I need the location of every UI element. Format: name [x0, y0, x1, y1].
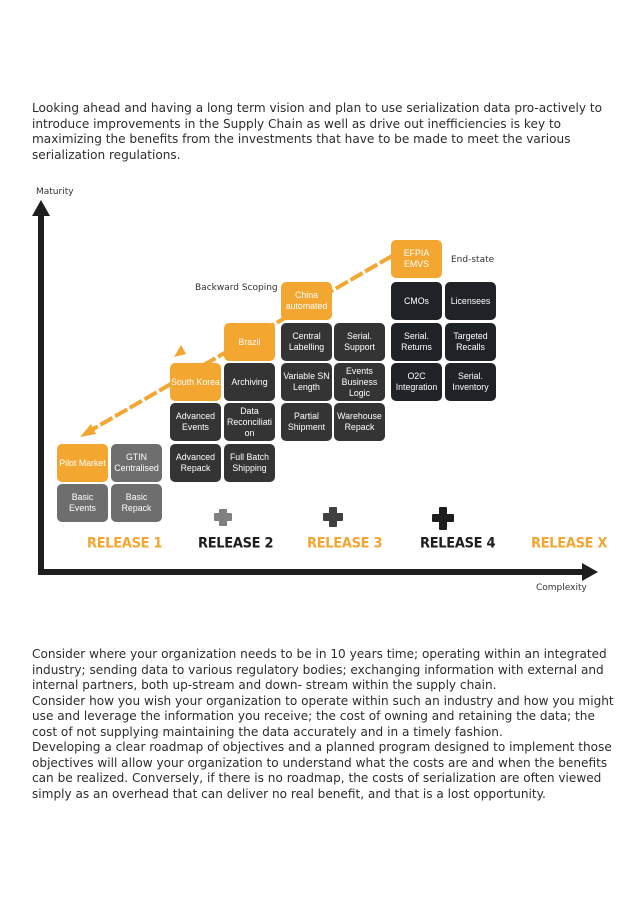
box-events-business-logic: Events Business Logic	[334, 363, 385, 401]
y-axis-label: Maturity	[36, 187, 74, 197]
box-china-automated: China automated	[281, 282, 332, 320]
box-advanced-events: Advanced Events	[170, 403, 221, 441]
box-warehouse-repack: Warehouse Repack	[334, 403, 385, 441]
box-serial-support: Serial. Support	[334, 323, 385, 361]
box-cmos: CMOs	[391, 282, 442, 320]
box-data-reconciliation: Data Reconciliati on	[224, 403, 275, 441]
box-basic-repack: Basic Repack	[111, 484, 162, 522]
plus-icon	[214, 509, 232, 526]
box-south-korea: South Korea	[170, 363, 221, 401]
box-o2c-integration: O2C Integration	[391, 363, 442, 401]
box-pilot-market: Pilot Market	[57, 444, 108, 482]
box-partial-shipment: Partial Shipment	[281, 403, 332, 441]
end-state-label: End-state	[451, 255, 495, 265]
box-gtin-centralised: GTIN Centralised	[111, 444, 162, 482]
box-basic-events: Basic Events	[57, 484, 108, 522]
outro-paragraph: Consider where your organization needs to be in 10 years time; operating within an integrated industry; sending data to various regulatory bodies; exchanging information with external and internal partners, both up-stream and down- stream within the supply chain.	[32, 647, 607, 692]
box-serial-returns: Serial. Returns	[391, 323, 442, 361]
plus-icon	[323, 507, 343, 527]
release-label: RELEASE 3	[307, 535, 383, 552]
intro-paragraph: Looking ahead and having a long term vision and plan to use serialization data pro-actively to introduce improvements in the Supply Chain as well as drive out inefficiencies is key to maximizing the benefits from the investments that have to be made to meet the various serialization regulations.	[32, 101, 603, 162]
outro-text	[32, 647, 616, 802]
outro-paragraph: Developing a clear roadmap of objectives and a planned program designed to implement those objectives will allow your organization to understand what the costs are and when the benefits can be realized. Conversely, if there is no roadmap, the costs of serialization are often viewed simply as an overhead that can deliver no real benefit, and that is a lost opportunity.	[32, 740, 612, 801]
box-variable-sn-length: Variable SN Length	[281, 363, 332, 401]
box-serial-inventory: Serial. Inventory	[445, 363, 496, 401]
box-brazil: Brazil	[224, 323, 275, 361]
release-label: RELEASE 4	[420, 535, 496, 552]
release-label: RELEASE 1	[87, 535, 163, 552]
y-axis-arrowhead	[32, 200, 50, 216]
backward-scoping-label: Backward Scoping	[195, 283, 278, 293]
box-targeted-recalls: Targeted Recalls	[445, 323, 496, 361]
plus-icon	[432, 507, 454, 530]
box-advanced-repack: Advanced Repack	[170, 444, 221, 482]
release-label: RELEASE 2	[198, 535, 274, 552]
box-licensees: Licensees	[445, 282, 496, 320]
box-full-batch-shipping: Full Batch Shipping	[224, 444, 275, 482]
box-efpia-emvs: EFPIA EMVS	[391, 240, 442, 278]
x-axis-arrowhead	[582, 563, 598, 581]
x-axis-label: Complexity	[536, 583, 587, 593]
box-central-labelling: Central Labelling	[281, 323, 332, 361]
release-label: RELEASE X	[531, 535, 608, 552]
outro-paragraph: Consider how you wish your organization to operate within such an industry and how you might use and leverage the information you receive; the cost of owning and retaining the data; the cost of not supplying maintaining the data accurately and in a timely fashion.	[32, 693, 614, 739]
box-archiving: Archiving	[224, 363, 275, 401]
